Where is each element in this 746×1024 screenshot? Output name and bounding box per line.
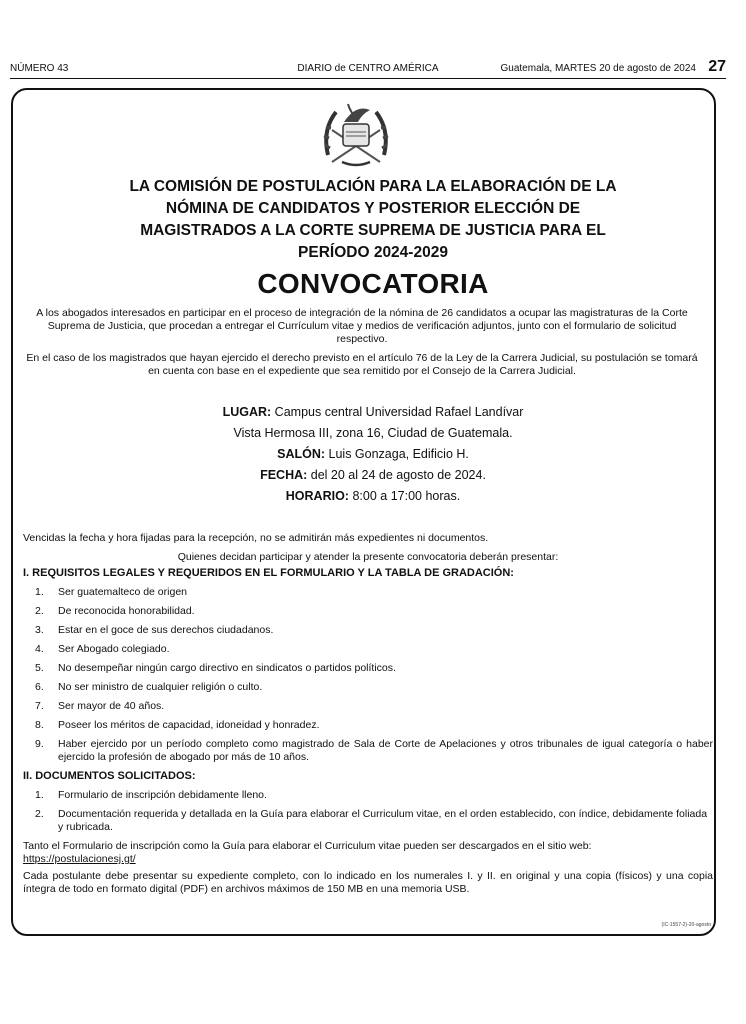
- page-number: 27: [708, 58, 726, 75]
- intro-text: [22, 307, 702, 384]
- list-item: 9. Haber ejercido por un período completo como magistrado de Sala de Corte de Apelaciones y otros tribunales de igual categoría o haber ejercido la profesión de abogado por más de 10 años.: [35, 738, 713, 763]
- fecha-value: del 20 al 24 de agosto de 2024.: [310, 468, 486, 482]
- list-item: 1. Formulario de inscripción debidamente lleno.: [35, 789, 267, 801]
- title-line: LA COMISIÓN DE POSTULACIÓN PARA LA ELABORACIÓN DE LA: [129, 178, 617, 195]
- commission-title: [60, 176, 686, 264]
- list-item: 2. De reconocida honorabilidad.: [35, 605, 195, 617]
- convocatoria-heading: CONVOCATORIA: [257, 268, 489, 299]
- documents-list: [23, 789, 713, 834]
- event-details: [60, 402, 686, 507]
- place-line: [60, 402, 686, 423]
- fecha-label: FECHA:: [260, 468, 308, 482]
- newspaper-header: [10, 60, 726, 78]
- postulaciones-link[interactable]: https://postulacionesj.gt/: [23, 853, 136, 865]
- list-item: 1. Ser guatemalteco de origen: [35, 586, 187, 598]
- list-item: 6. No ser ministro de cualquier religión o culto.: [35, 681, 263, 693]
- list-item: 4. Ser Abogado colegiado.: [35, 643, 170, 655]
- title-line: MAGISTRADOS A LA CORTE SUPREMA DE JUSTICIA PARA EL: [140, 222, 606, 239]
- list-item: 2. Documentación requerida y detallada en la Guía para elaborar el Curriculum vitae, en el orden establecido, con índice, debidamente foliada y rubricada.: [35, 808, 708, 833]
- horario-line: [60, 486, 686, 507]
- intro-paragraph-1: A los abogados interesados en participar en el proceso de integración de la nómina de 26 candidatos a ocupar las magistraturas de la Corte Suprema de Justicia, que procedan a entregar el Currículum vitae y medios de verificación adjuntos, junto con el formulario de solicitud respectivo.: [36, 307, 688, 345]
- deadline-notice: Vencidas la fecha y hora fijadas para la recepción, no se admitirán más expedientes ni documentos.: [23, 532, 489, 544]
- title-line: PERÍODO 2024-2029: [298, 244, 448, 261]
- lugar-value: Campus central Universidad Rafael Landívar: [274, 405, 524, 419]
- fecha-line: [60, 465, 686, 486]
- guatemala-coat-of-arms-icon: [318, 100, 394, 170]
- download-notice: Tanto el Formulario de inscripción como la Guía para elaborar el Curriculum vitae pueden ser descargados en el sitio web:: [23, 840, 592, 852]
- salon-label: SALÓN:: [277, 447, 326, 461]
- lugar-label: LUGAR:: [222, 405, 272, 419]
- header-rule: [10, 78, 726, 79]
- horario-value: 8:00 a 17:00 horas.: [352, 489, 461, 503]
- section-2-title: II. DOCUMENTOS SOLICITADOS:: [23, 770, 196, 782]
- horario-label: HORARIO:: [285, 489, 349, 503]
- requirements-list: [23, 586, 713, 764]
- issue-number: NÚMERO 43: [10, 63, 69, 74]
- publication-date: Guatemala, MARTES 20 de agosto de 2024: [500, 63, 696, 74]
- salon-line: [60, 444, 686, 465]
- newspaper-name: DIARIO de CENTRO AMÉRICA: [297, 63, 439, 74]
- salon-value: Luis Gonzaga, Edificio H.: [328, 447, 469, 461]
- submission-notice: Cada postulante debe presentar su expediente completo, con lo indicado en los numerales I. y II. en original y una copia (físicos) y una copia íntegra de todo en formato digital (PDF) en archivos máximos de 150 MB en una memoria USB.: [23, 870, 713, 895]
- reference-code: (IC-1557-2)-20-agosto: [661, 922, 711, 928]
- list-item: 3. Estar en el goce de sus derechos ciudadanos.: [35, 624, 274, 636]
- participation-notice: Quienes decidan participar y atender la presente convocatoria deberán presentar:: [177, 551, 559, 563]
- list-item: 5. No desempeñar ningún cargo directivo en sindicatos o partidos políticos.: [35, 662, 396, 674]
- title-line: NÓMINA DE CANDIDATOS Y POSTERIOR ELECCIÓN DE: [165, 200, 581, 217]
- section-1-title: I. REQUISITOS LEGALES Y REQUERIDOS EN EL FORMULARIO Y LA TABLA DE GRADACIÓN:: [23, 567, 514, 579]
- address-line: Vista Hermosa III, zona 16, Ciudad de Guatemala.: [233, 426, 513, 440]
- list-item: 8. Poseer los méritos de capacidad, idoneidad y honradez.: [35, 719, 320, 731]
- requirements-body: [23, 532, 713, 896]
- intro-paragraph-2: En el caso de los magistrados que hayan ejercido el derecho previsto en el artículo 76 de la Ley de la Carrera Judicial, su postulación se tomará en cuenta con base en el expediente que sea remitido por el Consejo de la Carrera Judicial.: [26, 352, 698, 377]
- list-item: 7. Ser mayor de 40 años.: [35, 700, 165, 712]
